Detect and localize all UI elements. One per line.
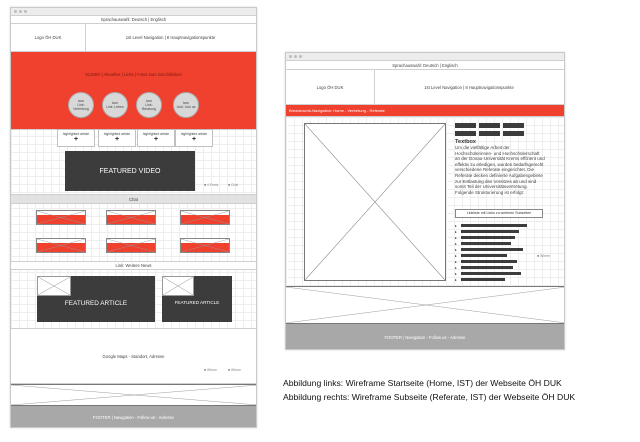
browser-chrome (286, 53, 564, 61)
news-tile[interactable] (106, 210, 156, 225)
content-image (304, 123, 446, 281)
news-tile[interactable] (106, 238, 156, 253)
slider-label: SLIDER | Aktuelles | Links | Fotos zum Durchklicken (85, 72, 182, 77)
featured-video[interactable] (65, 151, 195, 191)
slider[interactable] (11, 52, 256, 130)
header (11, 24, 256, 52)
footer: FOOTER | Navigation - Follow us - Adresse (11, 406, 256, 428)
list-item[interactable]: ▸ (455, 253, 535, 259)
language-bar[interactable]: Sprachauswahl: Deutsch | Englisch (286, 61, 564, 70)
textbox-body: Um die vielfältige Arbeit der Hochschülerinnen- und Hochschülerschaft an der Donau-Universität Krems effizient und effektiv zu erledigen, wurden bedarfsgerecht verschiedene Referate eingerichtet. Die Referate decken definierte Aufgabengebiete zur Entlastung des Vorsitzes ab und sind somit Teil der Universitätsvertretung. Folgende Strukturierung ist erfolgt: (455, 145, 545, 195)
video-meta-posts: ■ 4 Posts (204, 183, 219, 187)
more-news-link[interactable]: Link: Weitere News (11, 261, 256, 270)
highlighted-article[interactable]: highlighted article + (98, 129, 136, 147)
news-tile[interactable] (180, 238, 230, 253)
breadcrumb[interactable]: Breadcrumb-Navigation: Home - Vertretung - Referate (286, 105, 564, 117)
subsite-links-button[interactable]: Linkliste mit Links zu weiteren Subseiten (455, 209, 543, 218)
list-item[interactable]: ▸ (455, 241, 535, 247)
placeholder-image (11, 384, 257, 406)
list-item[interactable]: ▸ (455, 235, 535, 241)
featured-article-1[interactable] (37, 276, 155, 322)
circle-link-leben[interactable]: Icon Link: Leben (102, 92, 128, 118)
home-wireframe (10, 7, 257, 428)
footer: FOOTER | Navigation - Follow us - Adresse (286, 324, 564, 350)
featured-article-image (37, 276, 71, 296)
header (286, 70, 564, 105)
highlighted-article[interactable]: highlighted article + (137, 129, 175, 147)
logo[interactable]: Logo ÖH DUK (34, 35, 62, 40)
list-item[interactable]: ▸ (455, 277, 535, 283)
news-tile[interactable] (36, 238, 86, 253)
maps-meta-2: ■ Where (228, 368, 241, 372)
list-item[interactable]: ▸ (455, 229, 535, 235)
featured-article-label: FEATURED ARTICLE (64, 300, 128, 307)
list-item[interactable]: ▸ (455, 223, 535, 229)
maps-meta-1: ■ Where (204, 368, 217, 372)
news-tile[interactable] (180, 210, 230, 225)
caption-right: Abbildung rechts: Wireframe Subseite (Referate, IST) der Webseite ÖH DUK (283, 392, 576, 402)
textbox-title: Textbox (455, 139, 477, 145)
main-navigation[interactable]: 1st Level Navigation | 8 Hauptnavigationspunkte (424, 84, 514, 90)
google-maps[interactable]: Google Maps - Standort, Adresse (11, 328, 256, 384)
featured-article-2[interactable] (162, 276, 232, 322)
circle-link-join-us[interactable]: Icon Link: Join us (173, 92, 199, 118)
video-meta-chat: ■ Chat (228, 183, 239, 187)
circle-link-vertretung[interactable]: Icon Link: Vertretung (68, 92, 94, 118)
circle-link-beratung[interactable]: Icon Link: Beratung (136, 92, 162, 118)
placeholder-image (286, 286, 565, 324)
list-item[interactable]: ▸ (455, 247, 535, 253)
language-bar[interactable]: Sprachauswahl: Deutsch | Englisch (11, 16, 256, 24)
featured-article-image (162, 276, 194, 296)
list-item[interactable]: ▸ (455, 271, 535, 277)
list-item[interactable]: ▸ (455, 259, 535, 265)
logo[interactable]: Logo ÖH DUK (316, 84, 344, 90)
caption-left: Abbildung links: Wireframe Startseite (Home, IST) der Webseite ÖH DUK (283, 378, 562, 388)
news-tile[interactable] (36, 210, 86, 225)
highlighted-article[interactable]: highlighted article + (57, 129, 95, 147)
list-item[interactable]: ▸ (455, 265, 535, 271)
chat-bar[interactable]: Chat (11, 194, 256, 204)
featured-video-label: FEATURED VIDEO (99, 167, 161, 175)
subsite-wireframe (285, 52, 565, 350)
subsite-link-list (455, 223, 535, 283)
textbox (455, 139, 545, 195)
main-navigation[interactable]: 1st Level Navigation | 8 Hauptnavigationspunkte (125, 35, 216, 40)
list-meta: ■ Where (537, 254, 550, 258)
browser-chrome (11, 8, 256, 16)
highlighted-article[interactable]: highlighted article + (175, 129, 213, 147)
featured-article-label: FEATURED ARTICLE (174, 300, 220, 305)
